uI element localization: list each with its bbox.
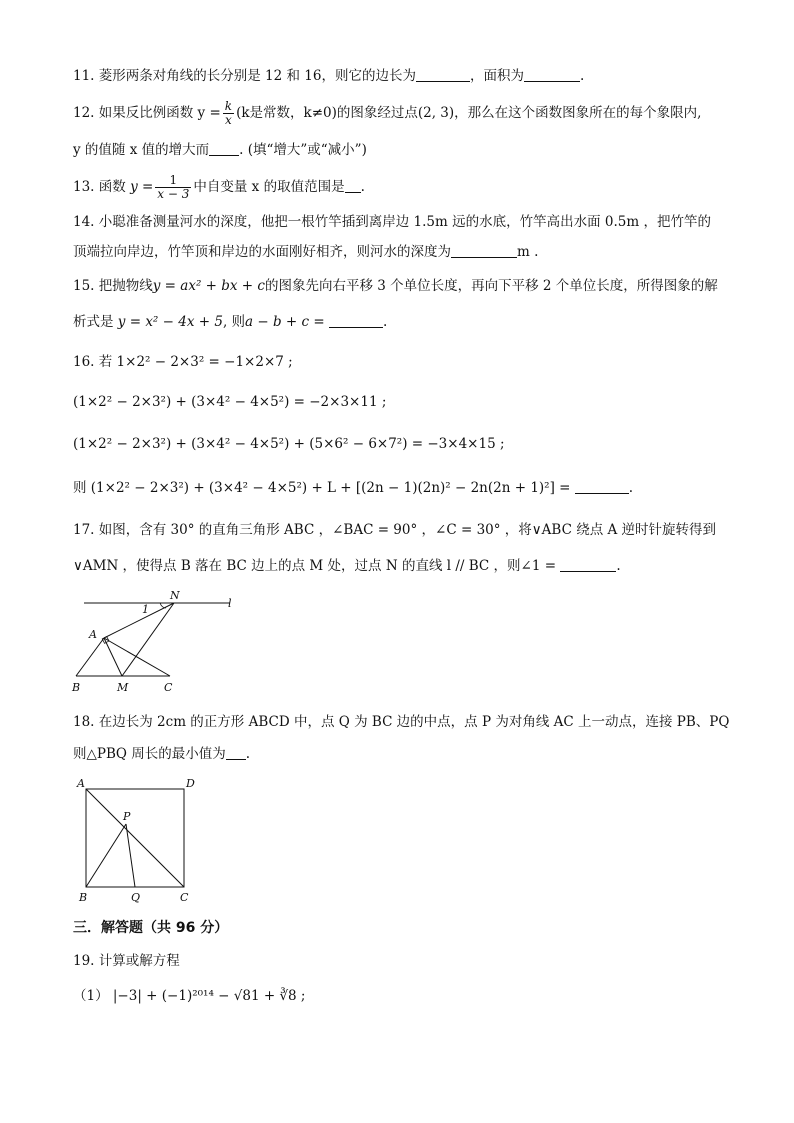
label-b: B: [79, 891, 88, 904]
answer-blank[interactable]: [226, 745, 246, 760]
answer-blank[interactable]: [329, 313, 383, 328]
q18-line2a: 则△PBQ 周长的最小值为: [73, 746, 226, 762]
question-16-line2: [73, 392, 386, 412]
q15-line1b: 的图象先向右平移 3 个单位长度，再向下平移 2 个单位长度，所得图象的解: [264, 278, 718, 294]
q14-line2a: 顶端拉向岸边，竹竿顶和岸边的水面刚好相齐，则河水的深度为: [73, 244, 451, 260]
triangle-rotation-figure: [70, 586, 250, 696]
q17-line2a: ∨AMN ，使得点 B 落在 BC 边上的点 M 处，过点 N 的直线 l // BC ，则∠1 =: [73, 558, 557, 574]
question-15: [73, 276, 718, 296]
q19-title: 19. 计算或解方程: [73, 953, 180, 969]
q11-mid: ，面积为: [470, 68, 524, 84]
label-c: C: [180, 891, 189, 904]
frac-den: x: [225, 113, 232, 127]
q12-b: (k是常数，k≠0)的图象经过点(2, 3)，那么在这个函数图象所在的每个象限内,: [236, 105, 702, 121]
q17-end: .: [616, 558, 621, 574]
q15-line2a: 析式是: [73, 314, 114, 330]
q13-end: .: [360, 179, 365, 195]
label-d: D: [186, 777, 195, 790]
q16-line3: (1×2² − 2×3²) + (3×4² − 4×5²) + (5×6² − 6×7²) = −3×4×15 ;: [73, 436, 505, 452]
diagonal-ac: [86, 789, 184, 887]
section-heading: 三．解答题（共 96 分）: [73, 920, 229, 936]
question-19-part1: [73, 986, 305, 1006]
q15-formula2: y = x² − 4x + 5: [117, 314, 223, 330]
question-16-line3: [73, 434, 505, 454]
q15-line2b: , 则: [222, 314, 246, 330]
q15-formula3: a − b + c =: [245, 314, 325, 330]
frac-num: k: [224, 99, 233, 113]
label-q: Q: [131, 891, 141, 904]
label-a: A: [77, 777, 85, 790]
answer-blank[interactable]: [524, 67, 580, 82]
question-19: [73, 951, 180, 971]
q13-y: y =: [130, 179, 154, 195]
q18-end: .: [245, 746, 251, 762]
question-15-line2: [73, 312, 387, 332]
fraction-1-over-x-3: [155, 174, 191, 201]
label-l: l: [228, 597, 232, 610]
q17-line1: 17. 如图，含有 30° 的直角三角形 ABC ，∠BAC = 90° ，∠C = 30° ，将∨ABC 绕点 A 逆时针旋转得到: [73, 522, 717, 538]
q12-line2b: . (填“增大”或“减小”): [239, 142, 367, 158]
label-p: P: [123, 810, 131, 823]
question-12-line2: [73, 140, 367, 160]
question-14-line2: [73, 242, 538, 262]
answer-blank[interactable]: [451, 243, 517, 258]
q19-part1: （1） |−3| + (−1)²⁰¹⁴ − √81 + ∛8 ;: [73, 988, 306, 1004]
frac-num: 1: [155, 174, 191, 188]
q13-a: 13. 函数: [73, 179, 126, 195]
answer-blank[interactable]: [209, 141, 239, 156]
q12-line2a: y 的值随 x 值的增大而: [73, 142, 210, 158]
q16-end: .: [628, 480, 634, 496]
label-m: M: [117, 681, 129, 694]
q14-line2b: m .: [517, 244, 539, 260]
q12-a: 12. 如果反比例函数 y =: [73, 105, 221, 121]
segment-pb: [86, 824, 126, 887]
q14-line1: 14. 小聪准备测量河水的深度，他把一根竹竿插到离岸边 1.5m 远的水底，竹竿高出水面 0.5m ，把竹竿的: [73, 214, 711, 230]
question-16: [73, 352, 293, 372]
answer-blank[interactable]: [416, 67, 470, 82]
label-1: 1: [142, 603, 149, 616]
segment-ba: [76, 638, 104, 676]
question-18-line2: [73, 744, 250, 764]
q16-line1: 16. 若 1×2² − 2×3² = −1×2×7 ;: [73, 354, 293, 370]
answer-blank[interactable]: [560, 557, 616, 572]
question-12: [73, 100, 701, 127]
frac-den: x − 3: [157, 187, 190, 201]
square-figure: [74, 774, 204, 906]
segment-an: [104, 603, 174, 638]
q15-formula1: y = ax² + bx + c: [152, 278, 265, 294]
question-16-line4: [73, 478, 633, 498]
label-n: N: [170, 589, 180, 602]
q13-b: 中自变量 x 的取值范围是: [193, 179, 345, 195]
q15-end: .: [382, 314, 388, 330]
label-b: B: [72, 681, 81, 694]
q15-line1a: 15. 把抛物线: [73, 278, 153, 294]
label-a: A: [89, 628, 97, 641]
q16-line2: (1×2² − 2×3²) + (3×4² − 4×5²) = −2×3×11 ;: [73, 394, 387, 410]
question-18: [73, 712, 729, 732]
q11-end: .: [580, 68, 585, 84]
question-17: [73, 520, 716, 540]
question-17-line2: [73, 556, 621, 576]
answer-blank[interactable]: [575, 479, 629, 494]
q11-text: 11. 菱形两条对角线的长分别是 12 和 16，则它的边长为: [73, 68, 416, 84]
question-11: [73, 66, 584, 86]
question-13: [73, 174, 365, 201]
q18-line1: 18. 在边长为 2cm 的正方形 ABCD 中，点 Q 为 BC 边的中点，点 P 为对角线 AC 上一动点，连接 PB、PQ: [73, 714, 730, 730]
fraction-k-over-x: [223, 100, 234, 127]
segment-ac: [104, 638, 170, 676]
q16-line4a: 则 (1×2² − 2×3²) + (3×4² − 4×5²) + L + [(2n − 1)(2n)² − 2n(2n + 1)²] =: [73, 480, 571, 496]
question-14: [73, 212, 711, 232]
answer-blank[interactable]: [345, 178, 361, 193]
label-c: C: [164, 681, 173, 694]
